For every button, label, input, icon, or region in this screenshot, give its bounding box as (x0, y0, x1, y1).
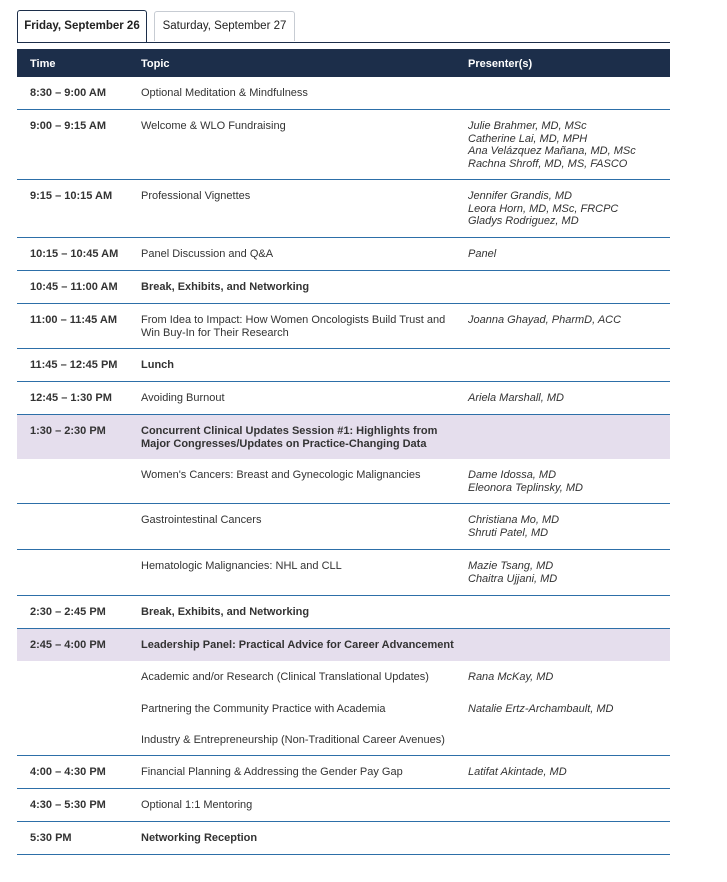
presenter-name: Leora Horn, MD, MSc, FRCPC (468, 202, 619, 215)
row-topic: Optional 1:1 Mentoring (141, 799, 253, 811)
row-topic: Break, Exhibits, and Networking (141, 281, 310, 293)
row-topic: Industry & Entrepreneurship (Non-Traditional Career Avenues) (141, 734, 445, 746)
row-time: 9:15 – 10:15 AM (30, 190, 113, 202)
row-time: 11:45 – 12:45 PM (30, 359, 118, 371)
table-row (17, 110, 670, 180)
table-row (17, 629, 670, 661)
table-row (17, 724, 670, 756)
table-row (17, 661, 670, 693)
row-topic: Academic and/or Research (Clinical Translational Updates) (141, 671, 429, 683)
presenter-name: Joanna Ghayad, PharmD, ACC (468, 314, 622, 326)
presenter-name: Mazie Tsang, MD (468, 560, 554, 572)
row-topic: Gastrointestinal Cancers (141, 514, 262, 526)
row-time: 2:45 – 4:00 PM (30, 639, 106, 651)
row-presenters (468, 248, 496, 261)
header-presenters: Presenter(s) (468, 58, 533, 70)
table-row (17, 415, 670, 459)
table-row (17, 180, 670, 238)
row-topic: Professional Vignettes (141, 190, 251, 202)
presenter-name: Gladys Rodriguez, MD (468, 215, 579, 227)
tab-saturday[interactable]: Saturday, September 27 (154, 11, 295, 41)
row-time: 9:00 – 9:15 AM (30, 120, 107, 132)
header-time: Time (30, 58, 56, 70)
row-presenters (468, 671, 553, 684)
row-time: 10:15 – 10:45 AM (30, 248, 119, 260)
presenter-name: Rachna Shroff, MD, MS, FASCO (468, 157, 628, 170)
row-topic: Break, Exhibits, and Networking (141, 606, 310, 618)
header-topic: Topic (141, 58, 170, 70)
table-row (17, 550, 670, 596)
table-row (17, 382, 670, 415)
presenter-name: Eleonora Teplinsky, MD (468, 481, 583, 494)
presenter-name: Dame Idossa, MD (468, 469, 557, 481)
table-row (17, 349, 670, 382)
presenter-name: Ariela Marshall, MD (468, 392, 564, 404)
table-row (17, 596, 670, 629)
table-row (17, 822, 670, 855)
row-topic: Panel Discussion and Q&A (141, 248, 274, 260)
table-row (17, 304, 670, 349)
table-row (17, 756, 670, 789)
presenter-name: Panel (468, 248, 497, 260)
presenter-name: Rana McKay, MD (468, 671, 554, 683)
presenter-name: Natalie Ertz-Archambault, MD (468, 703, 614, 715)
row-time: 5:30 PM (30, 832, 72, 844)
row-presenters (468, 514, 559, 539)
presenter-name: Julie Brahmer, MD, MSc (468, 120, 587, 132)
table-row (17, 77, 670, 110)
table-body (17, 77, 670, 855)
table-row (17, 238, 670, 271)
table-row (17, 693, 670, 724)
presenter-name: Ana Velázquez Mañana, MD, MSc (468, 145, 636, 157)
row-topic: Avoiding Burnout (141, 392, 225, 404)
presenter-name: Catherine Lai, MD, MPH (468, 132, 588, 145)
row-time: 12:45 – 1:30 PM (30, 392, 112, 404)
row-time: 4:30 – 5:30 PM (30, 799, 106, 811)
row-time: 4:00 – 4:30 PM (30, 766, 106, 778)
agenda-table (17, 49, 670, 855)
row-time: 8:30 – 9:00 AM (30, 87, 107, 99)
row-topic: Concurrent Clinical Updates Session #1: Highlights from Major Congresses/Updates on Practice-Changing Data (141, 425, 438, 450)
table-row (17, 789, 670, 822)
row-topic: Optional Meditation & Mindfulness (141, 87, 308, 99)
tab-friday[interactable]: Friday, September 26 (17, 10, 147, 42)
row-topic: Leadership Panel: Practical Advice for Career Advancement (141, 639, 454, 651)
table-row (17, 504, 670, 550)
row-presenters (468, 560, 557, 585)
presenter-name: Shruti Patel, MD (468, 526, 549, 539)
row-topic: Hematologic Malignancies: NHL and CLL (141, 560, 342, 572)
presenter-name: Latifat Akintade, MD (468, 766, 567, 778)
table-row (17, 459, 670, 504)
row-topic: Lunch (141, 359, 174, 371)
row-presenters (468, 120, 636, 170)
row-presenters (468, 469, 583, 494)
presenter-name: Jennifer Grandis, MD (468, 190, 572, 202)
row-time: 10:45 – 11:00 AM (30, 281, 118, 293)
row-presenters (468, 314, 621, 327)
table-header (17, 49, 670, 77)
day-tabs (17, 10, 670, 43)
row-time: 2:30 – 2:45 PM (30, 606, 106, 618)
row-time: 1:30 – 2:30 PM (30, 425, 106, 437)
row-presenters (468, 392, 564, 405)
row-topic: Welcome & WLO Fundraising (141, 120, 286, 132)
row-topic: Financial Planning & Addressing the Gender Pay Gap (141, 766, 403, 778)
row-topic: Networking Reception (141, 832, 258, 844)
row-presenters (468, 766, 567, 779)
presenter-name: Chaitra Ujjani, MD (468, 572, 558, 585)
row-topic: Partnering the Community Practice with Academia (141, 703, 386, 715)
row-time: 11:00 – 11:45 AM (30, 314, 118, 326)
table-row (17, 271, 670, 304)
row-topic: Women's Cancers: Breast and Gynecologic Malignancies (141, 469, 421, 481)
row-topic: From Idea to Impact: How Women Oncologists Build Trust and Win Buy-In for Their Research (141, 314, 446, 339)
row-presenters (468, 190, 618, 228)
presenter-name: Christiana Mo, MD (468, 514, 560, 526)
row-presenters (468, 703, 614, 716)
